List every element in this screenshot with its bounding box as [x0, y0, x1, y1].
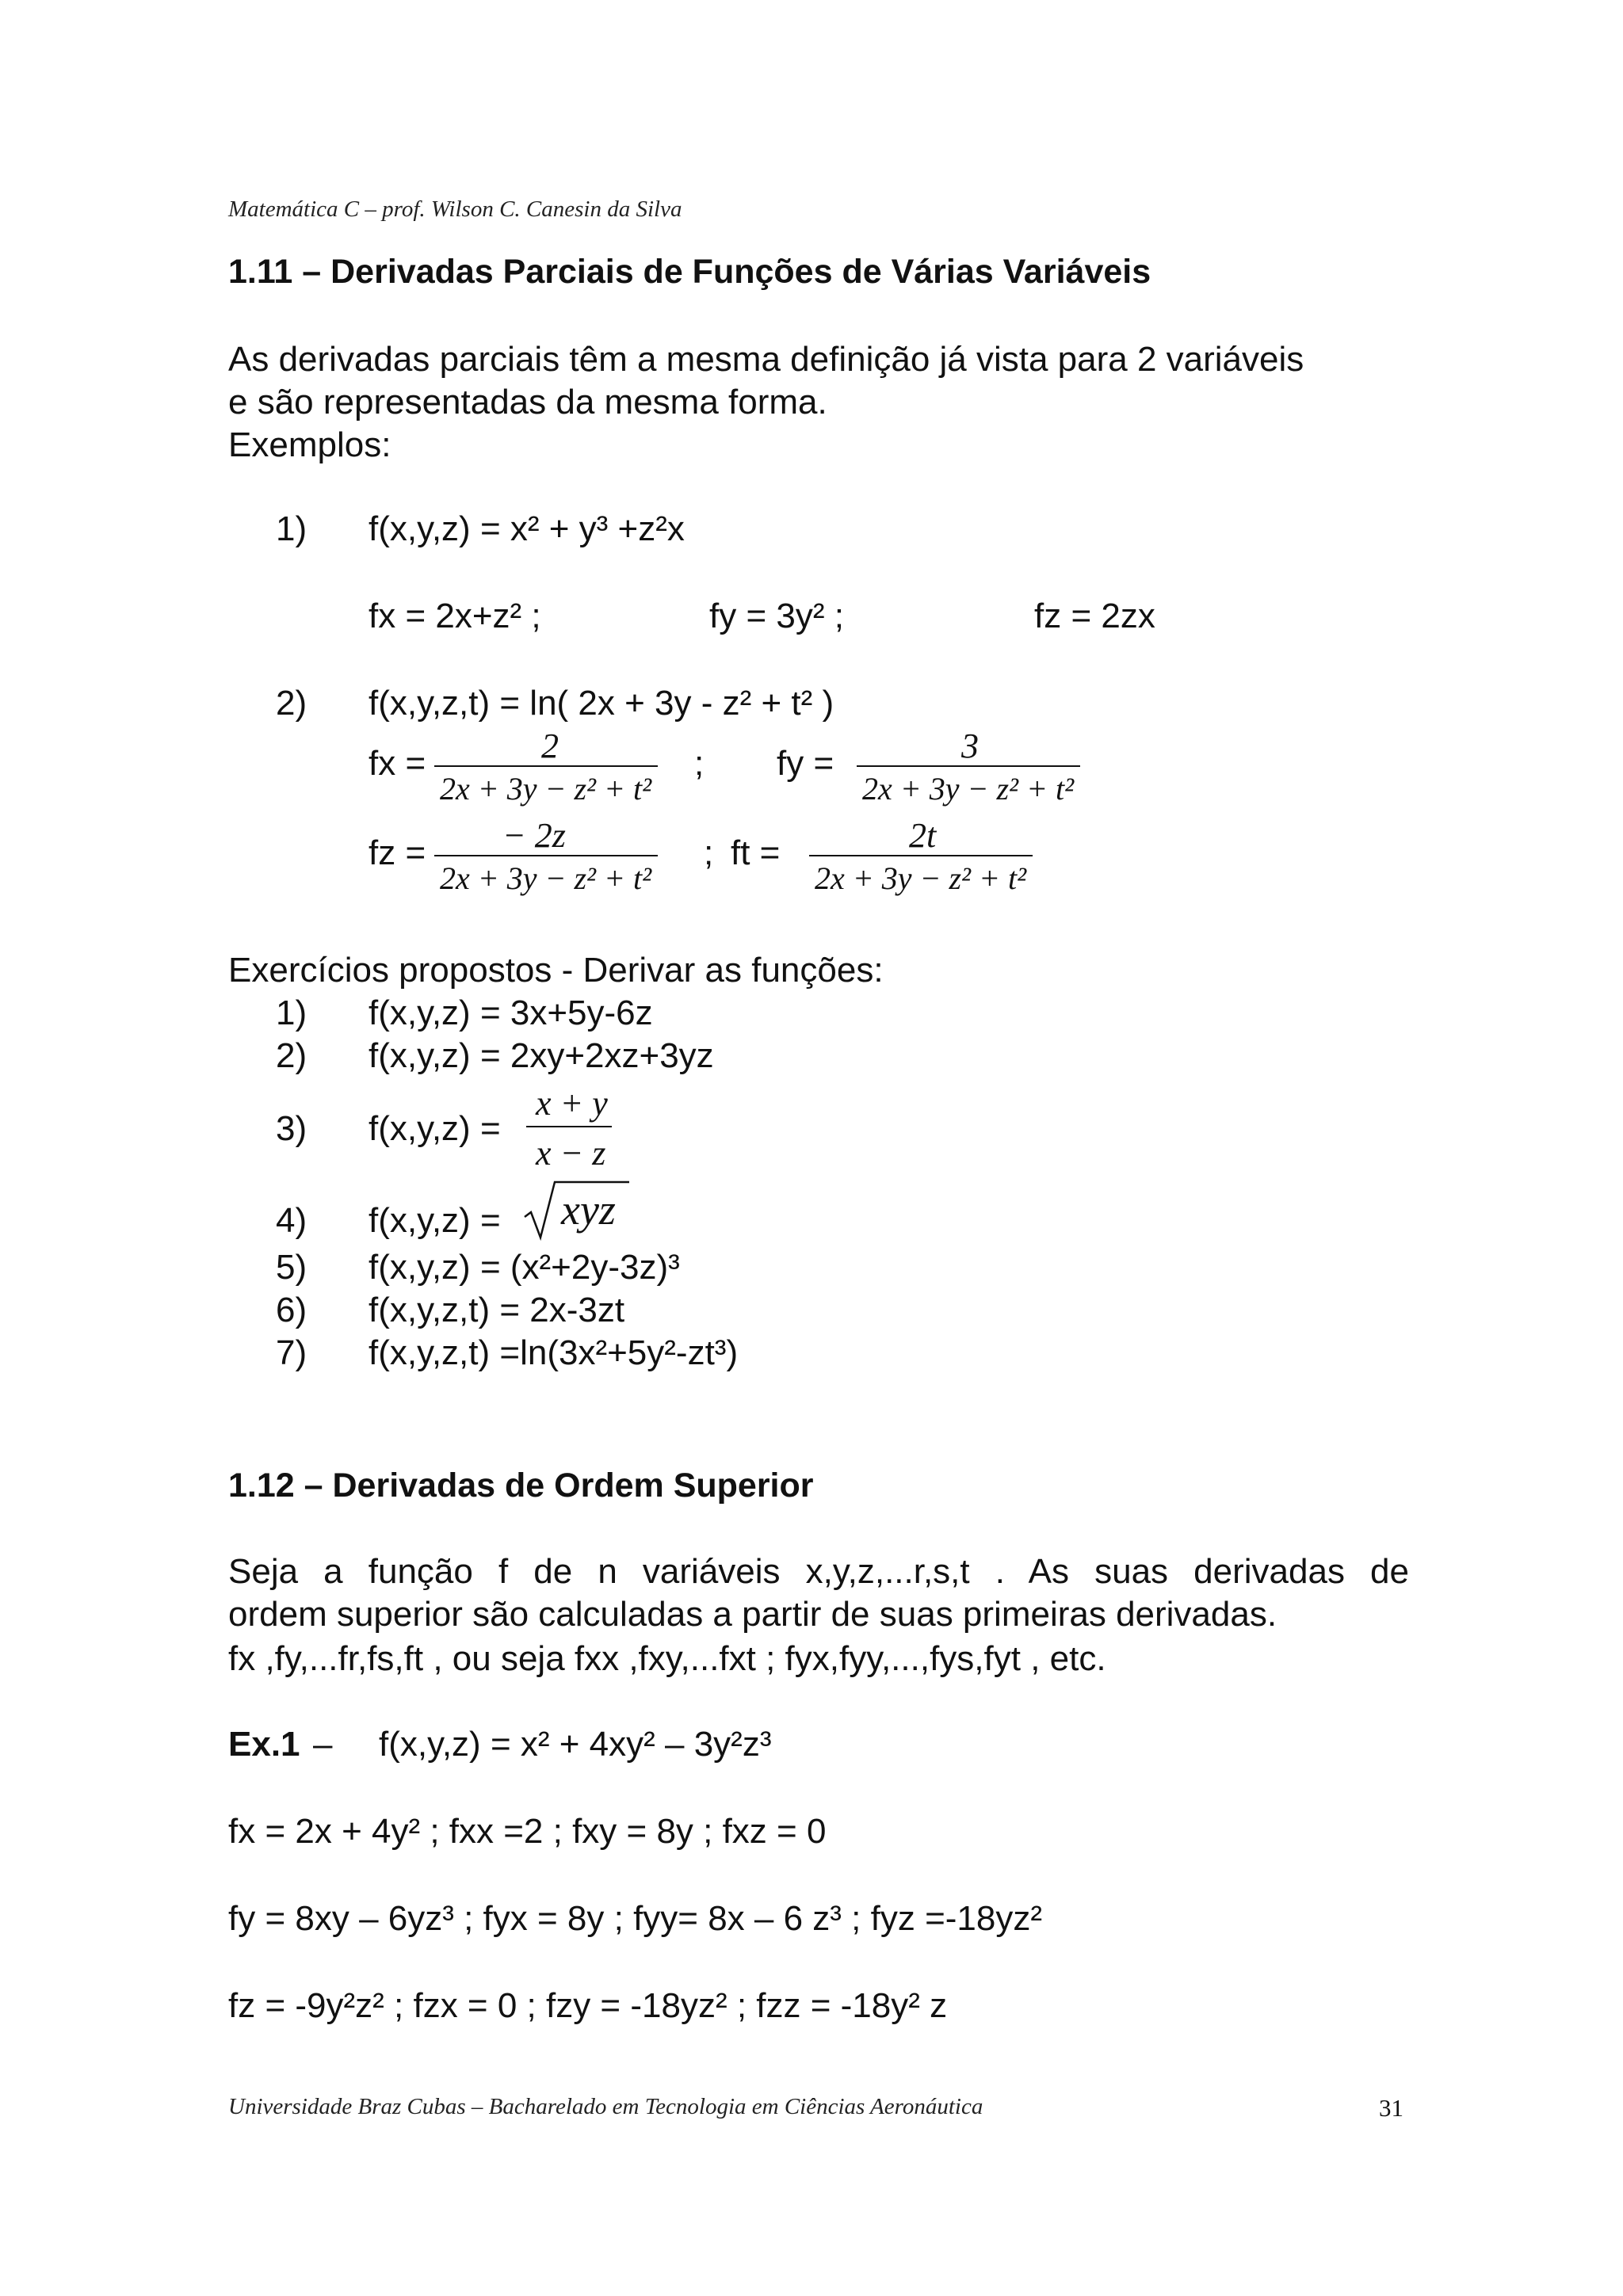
exercise-6-text: f(x,y,z,t) = 2x-3zt [369, 1291, 625, 1329]
section-2-para-line-3: fx ,fy,...fr,fs,ft , ou seja fxx ,fxy,...fxt ; fyx,fyy,...,fys,fyt , etc. [228, 1639, 1106, 1678]
intro-line-1: As derivadas parciais têm a mesma definição já vista para 2 variáveis [228, 340, 1304, 379]
example-2-fz-denominator: 2x + 3y − z² + t² [440, 860, 652, 896]
exercise-1-number: 1) [276, 994, 307, 1032]
example-2-fy-fraction-bar [857, 765, 1080, 767]
ex1-function: f(x,y,z) = x² + 4xy² – 3y²z³ [379, 1725, 772, 1764]
example-2-sep-2: ; [704, 833, 714, 872]
exercise-1-text: f(x,y,z) = 3x+5y-6z [369, 994, 653, 1032]
example-2-ft-label: ft = [731, 833, 781, 872]
ex1-derivatives-z: fz = -9y²z² ; fzx = 0 ; fzy = -18yz² ; fzz = -18y² z [228, 1986, 948, 2025]
example-2-fx-fraction-bar [434, 765, 658, 767]
example-2-fx-label: fx = [369, 744, 426, 783]
exercise-5-text: f(x,y,z) = (x²+2y-3z)³ [369, 1248, 680, 1287]
section-2-para-line-1: Seja a função f de n variáveis x,y,z,...r,s,t . As suas derivadas de [228, 1552, 1409, 1591]
section-title-1-12: 1.12 – Derivadas de Ordem Superior [228, 1466, 814, 1505]
exercise-3-denominator: x − z [536, 1134, 606, 1173]
example-2-fx-denominator: 2x + 3y − z² + t² [440, 771, 652, 807]
ex1-derivatives-x: fx = 2x + 4y² ; fxx =2 ; fxy = 8y ; fxz = 0 [228, 1812, 827, 1851]
ex1-dash: – [313, 1725, 333, 1764]
exercise-2-number: 2) [276, 1036, 307, 1075]
exercise-4-text: f(x,y,z) = [369, 1201, 501, 1240]
intro-line-2: e são representadas da mesma forma. [228, 383, 827, 421]
example-2-fy-numerator: 3 [961, 727, 979, 765]
exercise-7-text: f(x,y,z,t) =ln(3x²+5y²-zt³) [369, 1333, 739, 1372]
example-2-fz-fraction-bar [434, 855, 658, 856]
example-2-function: f(x,y,z,t) = ln( 2x + 3y - z² + t² ) [369, 684, 834, 723]
example-2-ft-denominator: 2x + 3y − z² + t² [815, 860, 1027, 896]
exercise-3-fraction-bar [526, 1126, 612, 1127]
exercise-3-text: f(x,y,z) = [369, 1109, 501, 1148]
exercises-title: Exercícios propostos - Derivar as funções: [228, 951, 884, 990]
examples-label: Exemplos: [228, 425, 391, 464]
example-2-fz-label: fz = [369, 833, 426, 872]
ex1-label: Ex.1 [228, 1725, 300, 1764]
example-2-fz-numerator: − 2z [502, 816, 566, 855]
exercise-3-numerator: x + y [536, 1084, 608, 1123]
exercise-4-radicand: xyz [561, 1186, 616, 1234]
example-1-number: 1) [276, 509, 307, 548]
example-2-sep-1: ; [694, 744, 705, 783]
example-2-number: 2) [276, 684, 307, 723]
example-2-fy-denominator: 2x + 3y − z² + t² [862, 771, 1075, 807]
example-1-function: f(x,y,z) = x² + y³ +z²x [369, 509, 685, 548]
exercise-2-text: f(x,y,z) = 2xy+2xz+3yz [369, 1036, 714, 1075]
exercise-3-number: 3) [276, 1109, 307, 1148]
running-header: Matemática C – prof. Wilson C. Canesin da Silva [228, 196, 682, 222]
footer-text: Universidade Braz Cubas – Bacharelado em Tecnologia em Ciências Aeronáutica [228, 2094, 983, 2119]
section-2-para-line-2: ordem superior são calculadas a partir de suas primeiras derivadas. [228, 1595, 1277, 1634]
example-2-ft-fraction-bar [809, 855, 1033, 856]
exercise-5-number: 5) [276, 1248, 307, 1287]
example-1-fy: fy = 3y² ; [709, 597, 844, 635]
page-number: 31 [1379, 2094, 1403, 2122]
ex1-derivatives-y: fy = 8xy – 6yz³ ; fyx = 8y ; fyy= 8x – 6 z³ ; fyz =-18yz² [228, 1899, 1043, 1938]
exercise-7-number: 7) [276, 1333, 307, 1372]
exercise-6-number: 6) [276, 1291, 307, 1329]
section-title-1-11: 1.11 – Derivadas Parciais de Funções de Várias Variáveis [228, 253, 1151, 291]
example-2-ft-numerator: 2t [909, 816, 937, 855]
exercise-4-number: 4) [276, 1201, 307, 1240]
example-1-fz: fz = 2zx [1034, 597, 1155, 635]
example-2-fy-label: fy = [777, 744, 834, 783]
example-1-fx: fx = 2x+z² ; [369, 597, 541, 635]
example-2-fx-numerator: 2 [541, 727, 559, 765]
